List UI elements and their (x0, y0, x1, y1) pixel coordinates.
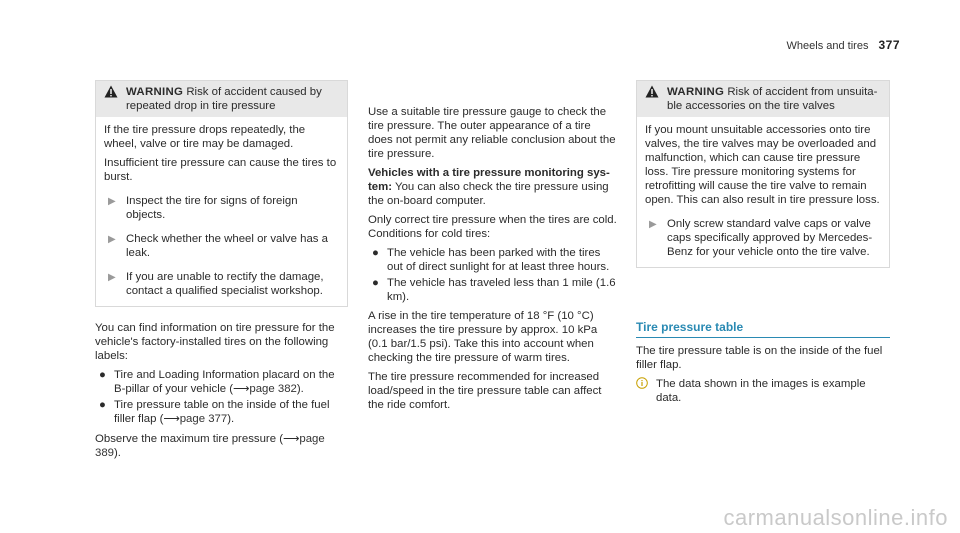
warning-header (96, 81, 347, 117)
list-item: ● The vehicle has been parked with the tires out of direct sunlight for at least three hours. (372, 247, 610, 273)
column-left (95, 80, 348, 465)
action-step (104, 194, 339, 222)
section-title: Wheels and tires (786, 40, 869, 52)
section-heading-tire-pressure-table: Tire pressure table (636, 320, 890, 338)
page-link-377[interactable]: page 377 (179, 413, 228, 425)
arrow-right-icon: ▶ (649, 219, 657, 230)
cold-tires-paragraph: Only correct tire pressure when the tires are cold. Conditions for cold tires: (368, 214, 617, 240)
list-item: ● Tire pressure table on the inside of the fuel filler flap (⟶page 377). (99, 399, 330, 425)
column-right (636, 80, 890, 268)
step-text: Check whether the wheel or valve has a leak. (126, 233, 328, 259)
warning-header (637, 81, 889, 117)
temperature-paragraph: A rise in the tire temperature of 18 °F (10 °C) increases the tire pressure by approx. 10 kPa (0.1 bar/1.5 psi). Take this into account when checking the tire pressure of warm tires. (368, 310, 598, 364)
warning-title: Risk of accident caused by repeated drop in tire pressure (126, 86, 322, 112)
page-number: 377 (878, 38, 900, 52)
warning-triangle-icon (104, 85, 120, 113)
warning-body (96, 117, 347, 306)
tpms-heading: Vehicles with a tire pressure monitoring sys-tem: (368, 167, 610, 193)
page-link-382[interactable]: page 382 (249, 383, 297, 395)
gauge-paragraph: Use a suitable tire pressure gauge to check the tire pressure. The outer appearance of a tire does not permit any reliable conclusion about the tire pressure. (368, 106, 616, 160)
info-icon (636, 377, 650, 405)
list-item: ● The vehicle has traveled less than 1 mile (1.6 km). (372, 277, 616, 303)
warning-body (637, 117, 889, 267)
xref-arrow-icon: ⟶ (233, 383, 250, 395)
column-middle (368, 105, 618, 417)
warning-box-accessories (636, 80, 890, 268)
observe-paragraph: Observe the maximum tire pressure (⟶page 389). (95, 433, 325, 459)
note-text: The data shown in the images is example data. (656, 378, 866, 404)
tire-pressure-table-section (636, 344, 890, 405)
step-text: If you are unable to rectify the damage, contact a qualified specialist workshop. (126, 271, 324, 297)
arrow-right-icon: ▶ (108, 234, 116, 245)
action-step (104, 270, 339, 298)
page-header (787, 38, 900, 53)
step-text: Inspect the tire for signs of foreign objects. (126, 195, 298, 221)
action-step (645, 217, 881, 259)
step-text: Only screw standard valve caps or valve caps specifically approved by Mercedes-Benz for your vehicle onto the tire valve. (667, 218, 873, 258)
intro-paragraph: You can find information on tire pressure for the vehicle's factory-installed tires on the following labels: (95, 322, 335, 362)
xref-arrow-icon: ⟶ (283, 433, 300, 445)
warning-title: Risk of accident from unsuita-ble accessories on the tire valves (667, 86, 878, 112)
info-note (636, 377, 890, 405)
watermark: carmanualsonline.info (723, 505, 948, 530)
table-location-paragraph: The tire pressure table is on the inside of the fuel filler flap. (636, 345, 883, 371)
warning-box-pressure-drop (95, 80, 348, 307)
arrow-right-icon: ▶ (108, 196, 116, 207)
warning-paragraph: Insufficient tire pressure can cause the tires to burst. (104, 157, 337, 183)
warning-triangle-icon (645, 85, 661, 113)
xref-arrow-icon: ⟶ (163, 413, 180, 425)
tpms-paragraph: Vehicles with a tire pressure monitoring sys-tem: You can also check the tire pressure using the on-board computer. (368, 167, 610, 207)
action-step (104, 232, 339, 260)
warning-paragraph: If you mount unsuitable accessories onto tire valves, the tire valves may be overloaded and malfunction, which can cause tire pressure loss. Tire pressure monitoring systems for retrofitting will cause the tire valve to remain open. This can also result in tire pressure loss. (645, 124, 880, 206)
warning-label: WARNING (667, 86, 725, 98)
warning-paragraph: If the tire pressure drops repeatedly, the wheel, valve or tire may be damaged. (104, 124, 306, 150)
page-link-389[interactable]: page 389 (95, 433, 325, 459)
list-item: ● Tire and Loading Information placard on the B-pillar of your vehicle (⟶page 382). (99, 369, 335, 395)
warning-label: WARNING (126, 86, 184, 98)
comfort-paragraph: The tire pressure recommended for increased load/speed in the tire pressure table can affect the ride comfort. (368, 371, 602, 411)
arrow-right-icon: ▶ (108, 272, 116, 283)
